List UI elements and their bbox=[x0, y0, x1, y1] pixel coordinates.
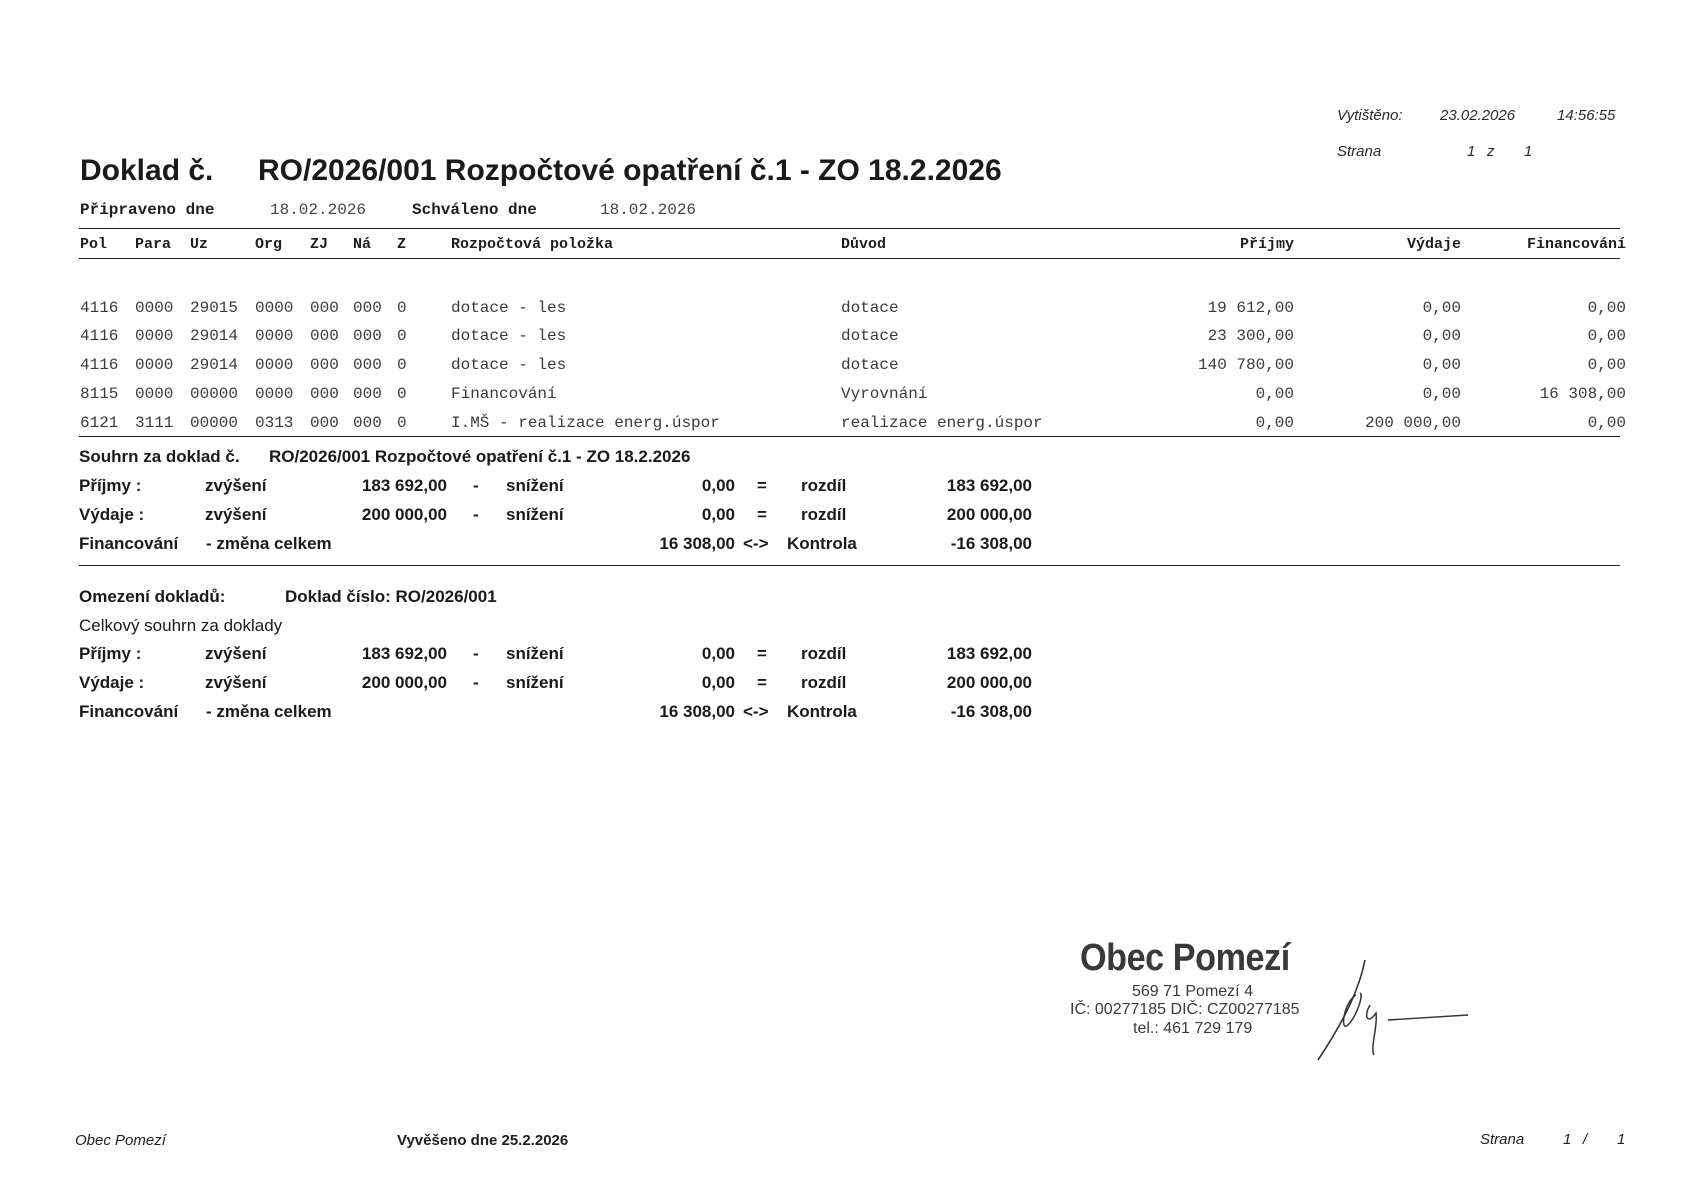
financing-value: 16 308,00 bbox=[659, 702, 735, 721]
printed-date: 23.02.2026 bbox=[1440, 107, 1516, 124]
signature-image bbox=[1308, 955, 1473, 1065]
cell-financing: 0,00 bbox=[1587, 327, 1626, 345]
cell-item: Financování bbox=[451, 385, 557, 403]
check-value: -16 308,00 bbox=[950, 534, 1032, 553]
cell-expense: 200 000,00 bbox=[1364, 414, 1461, 432]
cell-z: 0 bbox=[397, 299, 407, 317]
arrow-sign: <-> bbox=[743, 534, 769, 553]
cell-pol: 8115 bbox=[80, 385, 119, 403]
restriction-label: Omezení dokladů: bbox=[79, 587, 226, 606]
col-na: Ná bbox=[353, 236, 372, 253]
stamp-name: Obec Pomezí bbox=[1080, 937, 1290, 979]
difference-label: rozdíl bbox=[801, 673, 847, 692]
cell-expense: 0,00 bbox=[1422, 327, 1461, 345]
printed-time: 14:56:55 bbox=[1557, 107, 1616, 124]
cell-expense: 0,00 bbox=[1422, 356, 1461, 374]
check-value: -16 308,00 bbox=[950, 702, 1032, 721]
cell-item: I.MŠ - realizace energ.úspor bbox=[451, 414, 720, 432]
cell-na: 000 bbox=[353, 414, 382, 432]
table-bottom-rule bbox=[79, 436, 1620, 437]
footer-page-sep: / bbox=[1583, 1131, 1588, 1148]
prepared-date: 18.02.2026 bbox=[270, 201, 367, 219]
col-financing: Financování bbox=[1526, 236, 1626, 253]
cell-para: 3111 bbox=[135, 414, 174, 432]
decrease-value: 0,00 bbox=[701, 644, 735, 663]
col-expense: Výdaje bbox=[1406, 236, 1461, 253]
col-z: Z bbox=[397, 236, 407, 253]
restriction-value: Doklad číslo: RO/2026/001 bbox=[285, 587, 497, 606]
col-income: Příjmy bbox=[1239, 236, 1294, 253]
cell-income: 140 780,00 bbox=[1197, 356, 1294, 374]
cell-item: dotace - les bbox=[451, 299, 567, 317]
page-total: 1 bbox=[1524, 143, 1533, 160]
decrease-value: 0,00 bbox=[701, 673, 735, 692]
summary-title: RO/2026/001 Rozpočtové opatření č.1 - ZO 18.2.2026 bbox=[269, 447, 691, 466]
decrease-label: snížení bbox=[506, 673, 564, 692]
difference-label: rozdíl bbox=[801, 505, 847, 524]
page-current: 1 bbox=[1467, 143, 1476, 160]
cell-pol: 4116 bbox=[80, 356, 119, 374]
change-label: - změna celkem bbox=[206, 702, 332, 721]
increase-value: 200 000,00 bbox=[361, 673, 447, 692]
cell-reason: realizace energ.úspor bbox=[841, 414, 1043, 432]
cell-na: 000 bbox=[353, 327, 382, 345]
cell-reason: dotace bbox=[841, 356, 899, 374]
col-reason: Důvod bbox=[841, 236, 887, 253]
cell-na: 000 bbox=[353, 356, 382, 374]
page-label: Strana bbox=[1337, 143, 1382, 160]
row-label: Příjmy : bbox=[79, 644, 142, 663]
row-label: Výdaje : bbox=[79, 505, 145, 524]
cell-na: 000 bbox=[353, 385, 382, 403]
cell-pol: 4116 bbox=[80, 327, 119, 345]
minus-sign: - bbox=[473, 673, 479, 692]
footer-page-total: 1 bbox=[1617, 1131, 1626, 1148]
increase-label: zvýšení bbox=[205, 673, 267, 692]
equals-sign: = bbox=[757, 673, 767, 692]
table-header-rule bbox=[79, 258, 1620, 259]
title-text: RO/2026/001 Rozpočtové opatření č.1 - ZO 18.2.2026 bbox=[258, 154, 1002, 187]
stamp-phone: tel.: 461 729 179 bbox=[1133, 1020, 1253, 1037]
decrease-value: 0,00 bbox=[701, 476, 735, 495]
increase-value: 183 692,00 bbox=[361, 476, 447, 495]
financing-label: Financování bbox=[79, 702, 179, 721]
table-top-rule bbox=[79, 228, 1620, 229]
minus-sign: - bbox=[473, 505, 479, 524]
difference-value: 183 692,00 bbox=[946, 476, 1032, 495]
cell-z: 0 bbox=[397, 327, 407, 345]
cell-item: dotace - les bbox=[451, 356, 567, 374]
footer-posted: Vyvěšeno dne 25.2.2026 bbox=[397, 1132, 569, 1149]
increase-label: zvýšení bbox=[205, 644, 267, 663]
approved-label: Schváleno dne bbox=[412, 201, 537, 219]
summary-title-prefix: Souhrn za doklad č. bbox=[79, 447, 240, 466]
financing-label: Financování bbox=[79, 534, 179, 553]
col-zj: ZJ bbox=[310, 236, 329, 253]
cell-org: 0000 bbox=[255, 327, 294, 345]
equals-sign: = bbox=[757, 644, 767, 663]
cell-expense: 0,00 bbox=[1422, 299, 1461, 317]
cell-uz: 00000 bbox=[190, 414, 239, 432]
printed-label: Vytištěno: bbox=[1337, 107, 1403, 124]
cell-uz: 29015 bbox=[190, 299, 239, 317]
cell-org: 0000 bbox=[255, 385, 294, 403]
col-para: Para bbox=[135, 236, 172, 253]
stamp-ids: IČ: 00277185 DIČ: CZ00277185 bbox=[1070, 1001, 1300, 1018]
difference-value: 183 692,00 bbox=[946, 644, 1032, 663]
difference-value: 200 000,00 bbox=[946, 673, 1032, 692]
col-org: Org bbox=[255, 236, 283, 253]
cell-pol: 6121 bbox=[80, 414, 119, 432]
cell-para: 0000 bbox=[135, 385, 174, 403]
prepared-label: Připraveno dne bbox=[80, 201, 215, 219]
decrease-label: snížení bbox=[506, 505, 564, 524]
footer-page-current: 1 bbox=[1563, 1131, 1572, 1148]
decrease-value: 0,00 bbox=[701, 505, 735, 524]
cell-para: 0000 bbox=[135, 299, 174, 317]
footer-org: Obec Pomezí bbox=[75, 1132, 166, 1149]
cell-zj: 000 bbox=[310, 356, 339, 374]
cell-org: 0000 bbox=[255, 299, 294, 317]
cell-income: 19 612,00 bbox=[1207, 299, 1294, 317]
footer-page-label: Strana bbox=[1480, 1131, 1525, 1148]
cell-zj: 000 bbox=[310, 414, 339, 432]
cell-reason: dotace bbox=[841, 299, 899, 317]
change-label: - změna celkem bbox=[206, 534, 332, 553]
cell-uz: 29014 bbox=[190, 356, 239, 374]
arrow-sign: <-> bbox=[743, 702, 769, 721]
cell-reason: dotace bbox=[841, 327, 899, 345]
cell-na: 000 bbox=[353, 299, 382, 317]
difference-value: 200 000,00 bbox=[946, 505, 1032, 524]
title-prefix: Doklad č. bbox=[80, 154, 214, 187]
cell-expense: 0,00 bbox=[1422, 385, 1461, 403]
cell-financing: 0,00 bbox=[1587, 356, 1626, 374]
equals-sign: = bbox=[757, 505, 767, 524]
cell-z: 0 bbox=[397, 414, 407, 432]
difference-label: rozdíl bbox=[801, 476, 847, 495]
cell-zj: 000 bbox=[310, 299, 339, 317]
cell-financing: 16 308,00 bbox=[1539, 385, 1626, 403]
page-of: z bbox=[1487, 143, 1495, 160]
financing-value: 16 308,00 bbox=[659, 534, 735, 553]
increase-label: zvýšení bbox=[205, 505, 267, 524]
cell-zj: 000 bbox=[310, 327, 339, 345]
cell-item: dotace - les bbox=[451, 327, 567, 345]
check-label: Kontrola bbox=[787, 534, 857, 553]
col-uz: Uz bbox=[190, 236, 209, 253]
cell-financing: 0,00 bbox=[1587, 414, 1626, 432]
minus-sign: - bbox=[473, 476, 479, 495]
difference-label: rozdíl bbox=[801, 644, 847, 663]
cell-zj: 000 bbox=[310, 385, 339, 403]
increase-value: 183 692,00 bbox=[361, 644, 447, 663]
decrease-label: snížení bbox=[506, 476, 564, 495]
cell-z: 0 bbox=[397, 356, 407, 374]
cell-income: 0,00 bbox=[1255, 414, 1294, 432]
summary-bottom-rule bbox=[79, 565, 1620, 566]
row-label: Výdaje : bbox=[79, 673, 145, 692]
col-item: Rozpočtová položka bbox=[451, 236, 614, 253]
stamp-address: 569 71 Pomezí 4 bbox=[1132, 983, 1253, 1000]
increase-label: zvýšení bbox=[205, 476, 267, 495]
total-title: Celkový souhrn za doklady bbox=[79, 616, 283, 635]
cell-financing: 0,00 bbox=[1587, 299, 1626, 317]
cell-income: 0,00 bbox=[1255, 385, 1294, 403]
cell-uz: 29014 bbox=[190, 327, 239, 345]
cell-org: 0000 bbox=[255, 356, 294, 374]
cell-uz: 00000 bbox=[190, 385, 239, 403]
cell-pol: 4116 bbox=[80, 299, 119, 317]
cell-reason: Vyrovnání bbox=[841, 385, 928, 403]
equals-sign: = bbox=[757, 476, 767, 495]
col-pol: Pol bbox=[80, 236, 108, 253]
decrease-label: snížení bbox=[506, 644, 564, 663]
cell-income: 23 300,00 bbox=[1207, 327, 1294, 345]
minus-sign: - bbox=[473, 644, 479, 663]
approved-date: 18.02.2026 bbox=[600, 201, 697, 219]
cell-para: 0000 bbox=[135, 356, 174, 374]
cell-z: 0 bbox=[397, 385, 407, 403]
increase-value: 200 000,00 bbox=[361, 505, 447, 524]
check-label: Kontrola bbox=[787, 702, 857, 721]
cell-org: 0313 bbox=[255, 414, 294, 432]
cell-para: 0000 bbox=[135, 327, 174, 345]
row-label: Příjmy : bbox=[79, 476, 142, 495]
